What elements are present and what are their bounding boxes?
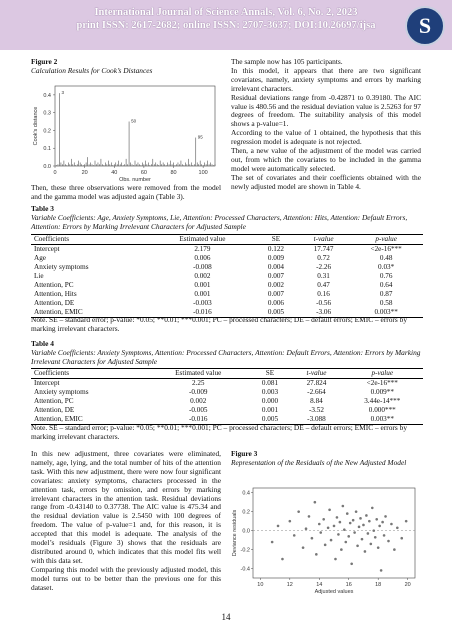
plot-frame xyxy=(253,488,415,578)
table-cell: -0.56 xyxy=(316,299,332,307)
table-cell: 0.002 xyxy=(190,397,207,405)
figure-2-label: Figure 2 xyxy=(31,57,58,66)
residual-point xyxy=(308,515,311,518)
x-tick-label: 40 xyxy=(111,170,118,176)
table-cell: 0.006 xyxy=(267,299,285,307)
table-cell: <2e-16*** xyxy=(370,245,402,253)
residual-point xyxy=(339,521,342,524)
column-header: Estimated value xyxy=(151,235,254,245)
residual-point xyxy=(367,532,370,535)
residual-point xyxy=(281,558,284,561)
table-cell: 0.006 xyxy=(194,254,211,262)
table-cell: 0.081 xyxy=(261,379,279,387)
table-cell: Lie xyxy=(34,272,44,280)
paragraph: In this model, it appears that there are two significant covariates, namely, anxiety symptoms and errors by marking irrelevant characters. xyxy=(231,65,421,93)
residual-point xyxy=(368,520,371,523)
residual-point xyxy=(302,546,305,549)
residual-point xyxy=(349,522,352,525)
table-row xyxy=(31,263,423,272)
table-4-label: Table 4 xyxy=(31,339,54,348)
x-tick-label: 14 xyxy=(316,582,323,588)
residual-point xyxy=(405,520,408,523)
table-cell: 0.005 xyxy=(254,308,298,318)
x-tick-label: 18 xyxy=(375,582,382,588)
plot-frame xyxy=(55,86,215,166)
residual-point xyxy=(359,517,362,520)
residual-point xyxy=(324,544,327,547)
x-tick-label: 80 xyxy=(170,170,177,176)
residual-point xyxy=(371,507,374,510)
table-cell: 0.72 xyxy=(317,254,330,262)
table-cell: -0.003 xyxy=(193,299,212,307)
table-4 xyxy=(31,368,423,425)
table-cell: 0.122 xyxy=(267,245,285,253)
residual-point xyxy=(344,541,347,544)
residual-point xyxy=(346,512,349,515)
residual-point xyxy=(387,540,390,543)
residual-point xyxy=(297,510,300,513)
residual-point xyxy=(330,539,333,542)
y-tick-label: 0.2 xyxy=(43,128,51,135)
residual-point xyxy=(271,541,274,544)
table-3 xyxy=(31,234,423,318)
table-4-caption: Variable Coefficients: Anxiety Symptoms, Attention: Processed Characters, Attention: Default Errors, Attention: Errors by Marking Irrelevant Characters for Adjusted Sample xyxy=(31,347,421,366)
figure-3-label: Figure 3 xyxy=(231,449,258,458)
table-4-heading xyxy=(31,340,423,367)
table-cell: 0.007 xyxy=(267,272,285,280)
residual-point xyxy=(375,518,378,521)
table-cell: Age xyxy=(34,254,46,262)
column-header: p-value xyxy=(342,369,423,379)
residual-point xyxy=(342,505,345,508)
table-cell: 0.009** xyxy=(370,388,394,396)
figure-2-caption: Calculation Results for Cook’s Distances xyxy=(31,65,153,75)
figure-3-caption: Representation of the Residuals of the New Adjusted Model xyxy=(231,457,407,467)
table-cell: -3.088 xyxy=(291,415,341,425)
table-cell: Attention, Hits xyxy=(34,290,77,298)
residual-point xyxy=(365,514,368,517)
residual-point xyxy=(293,534,296,537)
residual-point xyxy=(358,526,361,529)
table-cell: -0.005 xyxy=(188,406,208,414)
left-paragraph-1: Then, these three observations were removed from the model and the gamma model was adjusted again (Table 3). xyxy=(31,183,221,201)
table-cell: 0.001 xyxy=(261,406,279,414)
table-cell: 0.47 xyxy=(317,281,330,289)
y-tick-label: 0.3 xyxy=(43,110,51,117)
table-cell: 0.003 xyxy=(261,388,279,396)
x-tick-label: 20 xyxy=(81,170,88,176)
table-3-heading xyxy=(31,205,423,232)
residual-point xyxy=(352,519,355,522)
table-cell: 0.31 xyxy=(317,272,330,280)
y-tick-label: 0.0 xyxy=(43,164,51,170)
residual-point xyxy=(315,553,318,556)
journal-title: International Journal of Science Annals, Vol. 6, No. 2, 2023 xyxy=(94,7,358,18)
table-cell: Attention, DE xyxy=(34,299,75,307)
residual-point xyxy=(328,508,331,511)
table-cell: Attention, EMIC xyxy=(31,415,148,425)
table-cell: 0.16 xyxy=(317,290,330,298)
residual-point xyxy=(353,531,356,534)
residual-point xyxy=(322,518,325,521)
table-cell: 27.824 xyxy=(306,379,327,387)
figure-3-chart xyxy=(231,482,421,602)
table-header-row xyxy=(31,369,423,379)
table-cell: 0.48 xyxy=(379,254,393,262)
residual-point xyxy=(333,525,336,528)
residual-point xyxy=(378,525,381,528)
table-cell: 0.005 xyxy=(249,415,292,425)
residual-point xyxy=(372,529,375,532)
residual-point xyxy=(393,548,396,551)
residual-point xyxy=(314,501,317,504)
table-cell: Attention, DE xyxy=(34,406,75,414)
residual-point xyxy=(383,534,386,537)
journal-header xyxy=(0,0,452,50)
residual-point xyxy=(380,569,383,572)
paragraph: The set of covariates and their coefficients obtained with the newly adjusted model are shown in Table 4. xyxy=(231,172,421,191)
column-header: t-value xyxy=(291,369,341,379)
y-tick-label: 0.2 xyxy=(242,509,250,516)
table-4-note: Note. SE – standard error; p-value: *0.05; **0.01; ***0.001; PC – processed characters; DE – default errors; EMIC – errors by marking irrelevant characters. xyxy=(31,423,408,441)
y-axis-label: Deviance residuals xyxy=(232,509,238,557)
residual-point xyxy=(370,543,373,546)
y-axis-label: Cook's distance xyxy=(33,106,39,146)
bottom-left-text xyxy=(31,450,221,593)
figure-2-chart xyxy=(31,80,221,182)
residual-point xyxy=(277,525,280,528)
paragraph: Then, a new value of the adjustment of the model was carried out, from which the covariates to be included in the gamma model were automatically selected. xyxy=(231,146,421,173)
page-number: 14 xyxy=(221,612,231,622)
table-3-label: Table 3 xyxy=(31,204,54,213)
residual-point xyxy=(289,520,292,523)
table-cell: -2.26 xyxy=(316,263,332,271)
column-header: p-value xyxy=(349,235,423,245)
residual-point xyxy=(384,515,387,518)
table-row xyxy=(31,290,423,299)
x-axis-label: Adjusted values xyxy=(314,589,354,595)
table-cell: -0.016 xyxy=(151,308,254,318)
table-cell: 0.004 xyxy=(267,263,285,271)
outlier-label: 50 xyxy=(131,118,137,124)
y-tick-label: 0.0 xyxy=(242,528,250,535)
residual-point xyxy=(318,523,321,526)
table-row xyxy=(31,254,423,263)
table-cell: -0.009 xyxy=(188,388,208,396)
residual-point xyxy=(347,535,350,538)
residual-point xyxy=(343,528,346,531)
table-cell: 0.000*** xyxy=(368,406,396,414)
x-tick-label: 12 xyxy=(286,582,293,588)
x-axis-label: Obs. number xyxy=(119,177,151,182)
residual-point xyxy=(374,536,377,539)
residual-point xyxy=(377,546,380,549)
table-cell: Intercept xyxy=(34,245,60,253)
residual-point xyxy=(361,538,364,541)
residual-point xyxy=(305,527,308,530)
table-cell: 0.002 xyxy=(194,272,211,280)
table-cell: 0.03* xyxy=(378,263,395,271)
residual-point xyxy=(362,524,365,527)
table-cell: <2e-16*** xyxy=(366,379,398,387)
table-cell: 2.179 xyxy=(194,245,211,253)
x-tick-label: 60 xyxy=(140,170,147,176)
residual-point xyxy=(356,544,359,547)
residual-point xyxy=(340,548,343,551)
figure-3-heading xyxy=(231,450,421,468)
residual-point xyxy=(381,521,384,524)
x-tick-label: 0 xyxy=(53,170,57,176)
table-row xyxy=(31,272,423,281)
table-row xyxy=(31,245,423,255)
table-cell: -0.008 xyxy=(193,263,212,271)
table-cell: Attention, EMIC xyxy=(31,308,151,318)
table-cell: 0.58 xyxy=(379,299,393,307)
residual-point xyxy=(350,562,353,565)
residual-point xyxy=(311,537,314,540)
table-cell: 0.007 xyxy=(267,290,285,298)
table-cell: 0.003** xyxy=(349,308,423,318)
column-header: Coefficients xyxy=(31,369,148,379)
paragraph: The sample now has 105 participants. xyxy=(231,57,343,66)
table-cell: 0.009 xyxy=(267,254,285,262)
table-3-note: Note. SE – standard error; p-value: *0.05; **0.01; ***0.001; PC – processed characters; DE – default errors; EMIC – errors by marking irrelevant characters. xyxy=(31,315,408,333)
residual-point xyxy=(327,526,330,529)
outlier-label: 3 xyxy=(61,90,64,96)
table-cell: Anxiety symptoms xyxy=(34,388,89,396)
journal-issn: print ISSN: 2617-2682; online ISSN: 2707-3637; DOI:10.26697/ijsa xyxy=(76,20,376,31)
paragraph: According to the value of 1 obtained, the hypothesis that this regression model is adequate is not rejected. xyxy=(231,128,421,147)
residual-point xyxy=(336,516,339,519)
table-cell: -3.52 xyxy=(308,406,324,414)
table-3-caption: Variable Coefficients: Age, Anxiety Symptoms, Lie, Attention: Processed Characters, Attention: Hits, Attention: Default Errors, Attention: Errors by Marking Irrelevant Characters for Adjusted Sample xyxy=(31,212,408,231)
table-cell: 0.64 xyxy=(379,281,393,289)
table-row xyxy=(31,299,423,308)
x-tick-label: 10 xyxy=(257,582,264,588)
table-cell: Attention, PC xyxy=(34,397,74,405)
column-header: t-value xyxy=(298,235,349,245)
x-tick-label: 16 xyxy=(345,582,352,588)
table-cell: -2.664 xyxy=(307,388,326,396)
table-cell: 3.44e-14*** xyxy=(364,397,401,405)
table-cell: 0.001 xyxy=(194,290,211,298)
paragraph: Residual deviations range from -0.42871 to 0.39180. The AIC value is 480.56 and the residual deviation value is 2.5263 for 97 degrees of freedom. The suitability analysis of this model shows a p-value=1. xyxy=(231,92,421,129)
y-tick-label: 0.4 xyxy=(242,490,250,497)
table-cell: -3.06 xyxy=(298,308,349,318)
y-tick-label: -0.2 xyxy=(240,547,250,554)
table-row xyxy=(31,406,423,415)
figure-2-heading xyxy=(31,58,221,76)
table-header-row xyxy=(31,235,423,245)
x-tick-label: 20 xyxy=(404,582,411,588)
residual-point xyxy=(334,558,337,561)
table-cell: 0.001 xyxy=(194,281,211,289)
x-tick-label: 100 xyxy=(198,170,208,176)
outlier-label: 95 xyxy=(197,134,203,140)
y-tick-label: 0.1 xyxy=(43,146,51,153)
column-header: Coefficients xyxy=(31,235,151,245)
table-cell: 0.000 xyxy=(261,397,279,405)
residual-point xyxy=(364,550,367,553)
right-column-text xyxy=(231,58,421,192)
table-cell: 8.84 xyxy=(310,397,323,405)
column-header: SE xyxy=(249,369,292,379)
table-cell: Intercept xyxy=(34,379,60,387)
table-row xyxy=(31,397,423,406)
table-cell: 0.76 xyxy=(379,272,393,280)
residual-point xyxy=(396,526,399,529)
paragraph: In this new adjustment, three covariates were eliminated, namely, age, lying, and the total number of hits of the attention task. With this new adjustment, there were now four significant covariates: anxiety symptoms, characters processed in the attention task, errors by omission, and errors by marking irrelevant characters in the attention task. Residual deviations range from -0.43140 to 0.37738. The AIC value is 475.34 and the residual deviation value is 2.5450 with 100 degrees of freedom. The value of p-value=1 and, for this reason, it is accepted that this model is adequate. The analysis of the model’s residuals (Figure 3) shows that the residuals are distributed around 0, which indicates that this model fits well with this data set. xyxy=(31,449,221,565)
column-header: SE xyxy=(254,235,298,245)
journal-logo: S xyxy=(405,6,445,46)
table-row xyxy=(31,388,423,397)
table-cell: 0.003** xyxy=(342,415,423,425)
table-cell: -0.016 xyxy=(148,415,249,425)
table-cell: 0.87 xyxy=(379,290,393,298)
table-row xyxy=(31,379,423,389)
residual-point xyxy=(355,510,358,513)
table-cell: Attention, PC xyxy=(34,281,74,289)
y-tick-label: 0.4 xyxy=(43,92,51,99)
residual-point xyxy=(319,531,322,534)
table-cell: 17.747 xyxy=(313,245,334,253)
paragraph: Comparing this model with the previously adjusted model, this model turns out to be better than the previous one for this dataset. xyxy=(31,564,221,592)
table-row xyxy=(31,281,423,290)
column-header: Estimated value xyxy=(148,369,249,379)
table-cell: 0.002 xyxy=(267,281,285,289)
residual-point xyxy=(337,533,340,536)
table-cell: 2.25 xyxy=(191,379,205,387)
residual-point xyxy=(400,537,403,540)
table-cell: Anxiety symptoms xyxy=(34,263,89,271)
y-tick-label: -0.4 xyxy=(240,566,250,573)
residual-point xyxy=(390,523,393,526)
